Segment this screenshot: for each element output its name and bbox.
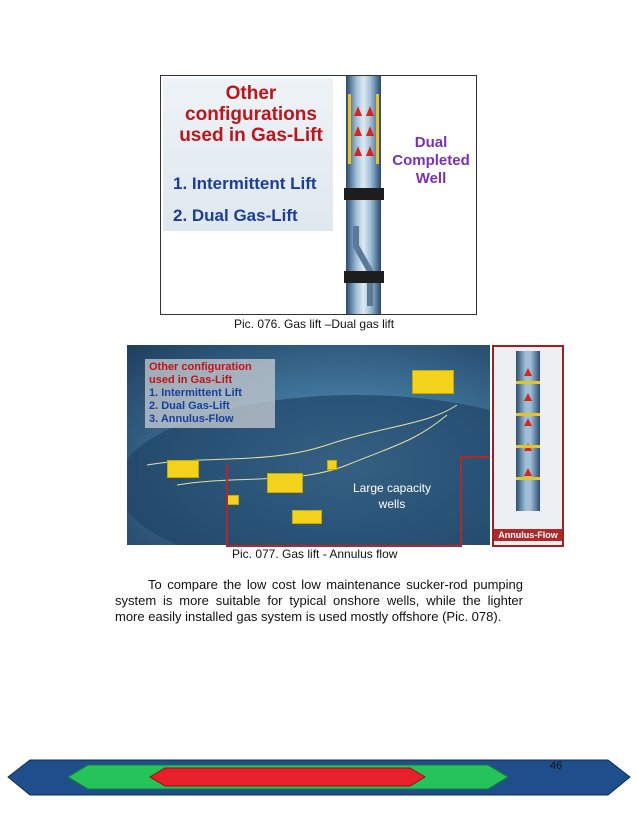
figure1-item: 1. Intermittent Lift [173, 174, 317, 193]
figure-dual-gas-lift [160, 75, 477, 315]
subsea-manifold [167, 460, 199, 478]
footer-decorative-bar [0, 735, 638, 826]
figure1-item: 2. Dual Gas-Lift [173, 206, 298, 225]
subsea-wellhead [227, 495, 239, 505]
offshore-platform [412, 370, 454, 394]
figure1-text-panel [163, 78, 333, 231]
packer [344, 188, 384, 200]
figure2-item: 1. Intermittent Lift [149, 387, 242, 399]
figure2-item: 2. Dual Gas-Lift [149, 400, 230, 412]
figure2-text-panel [145, 359, 275, 428]
figure1-title: Other configurations used in Gas-Lift [179, 83, 323, 146]
figure1-caption: Pic. 076. Gas lift –Dual gas lift [234, 317, 395, 331]
connector-line [226, 464, 228, 546]
dual-completed-well-label: Dual Completed Well [392, 134, 470, 187]
subsea-manifold [292, 510, 322, 524]
flow-arrows-icon [516, 351, 540, 511]
figure2-item: 3. Annulus-Flow [149, 413, 234, 425]
subsea-wellhead [327, 460, 337, 470]
figure2-title: Other configuration used in Gas-Lift [149, 361, 252, 386]
figure2-caption: Pic. 077. Gas lift - Annulus flow [232, 547, 398, 561]
body-paragraph: To compare the low cost low maintenance sucker-rod pumping system is more suitable for typical onshore wells, while the lighter more easily installed gas system is used mostly offshore (Pic. 078). [115, 577, 523, 624]
page-number: 46 [550, 760, 563, 772]
connector-line [460, 456, 462, 547]
annulus-flow-label: Annulus-Flow [494, 529, 562, 541]
large-capacity-wells-label: Large capacity wells [352, 481, 432, 511]
annulus-tubing-illustration [516, 351, 540, 511]
packer [344, 271, 384, 283]
subsea-manifold [267, 473, 303, 493]
figure-annulus-flow [127, 345, 490, 545]
annulus-flow-inset [492, 345, 564, 547]
connector-line [460, 456, 490, 458]
